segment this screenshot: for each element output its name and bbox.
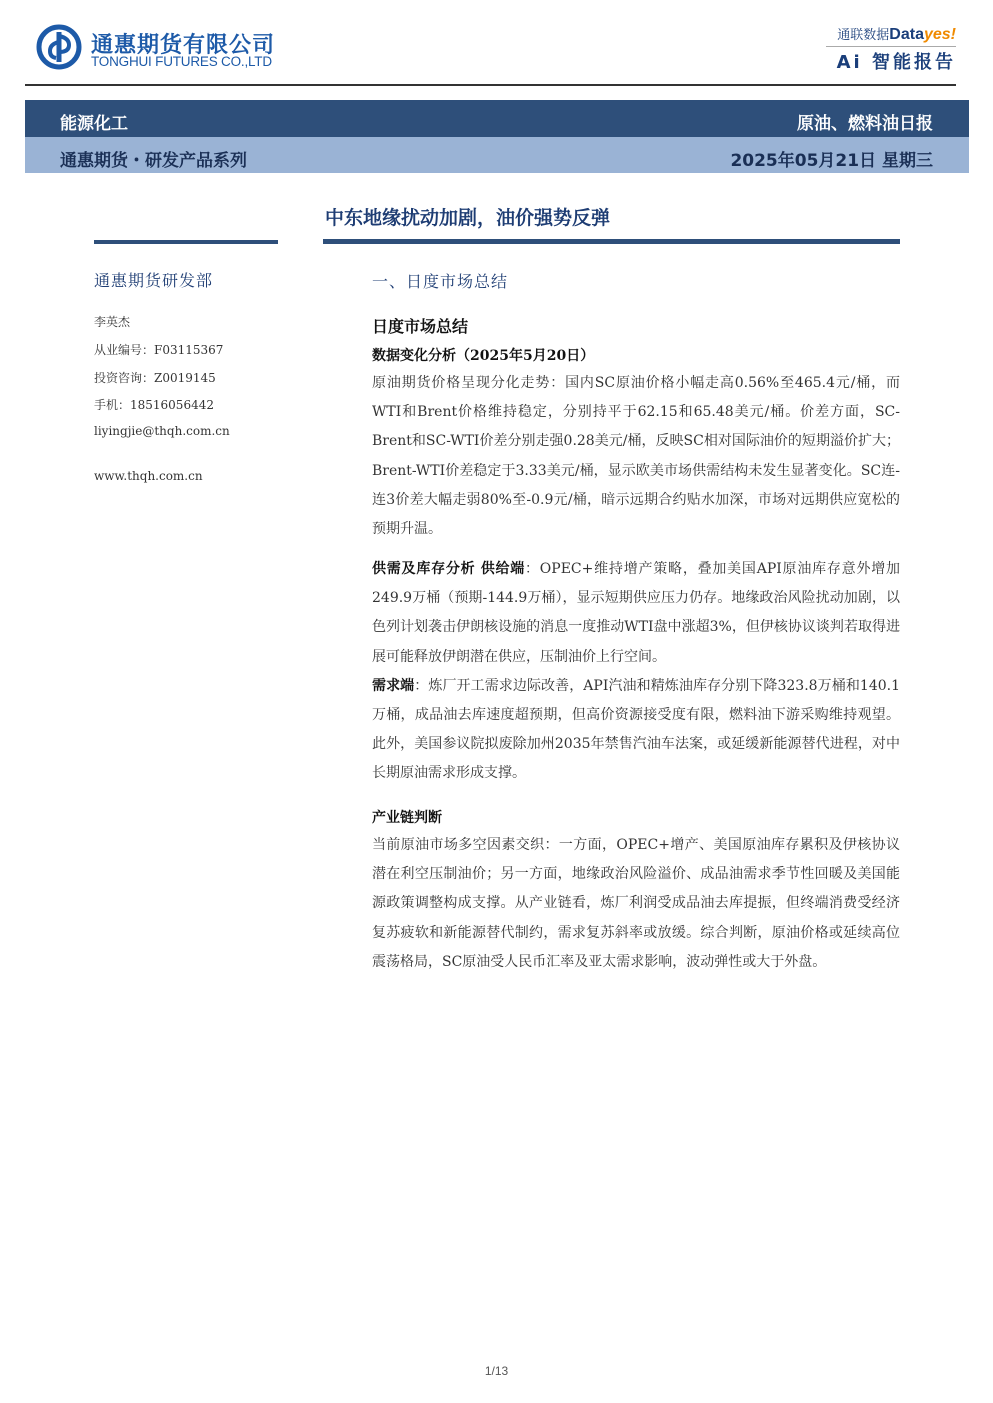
- page-title: 中东地缘扰动加剧，油价强势反弹: [325, 207, 611, 229]
- demand-side-text: ：炼厂开工需求边际改善，API汽油和精炼油库存分别下降323.8万桶和140.1万桶，成品油去库速度超预期，但高价资源接受度有限，燃料油下游采购维持观望。此外，美国参议院拟废除加州2035年禁售汽油车法案，或延缓新能源替代进程，对中长期原油需求形成支撑。: [372, 677, 901, 782]
- logo-divider: [826, 46, 956, 47]
- website-link[interactable]: www.thqh.com.cn: [94, 469, 203, 483]
- analyst-name: 李英杰: [94, 315, 131, 329]
- page-number: 1/13: [484, 1364, 509, 1378]
- supply-side-text: ：OPEC+维持增产策略，叠加美国API原油库存意外增加249.9万桶（预期-144.9万桶），显示短期供应压力仍存。地缘政治风险扰动加剧，以色列计划袭击伊朗核设施的消息一度推动WTI盘中涨超3%，但伊核协议谈判若取得进展可能释放伊朗潜在供应，压制油价上行空间。: [372, 561, 901, 665]
- demand-side-label: 需求端: [372, 677, 415, 694]
- series-label: 通惠期货・研发产品系列: [60, 151, 247, 171]
- header-rule: [25, 84, 956, 86]
- datayes-brand: Data: [889, 26, 924, 43]
- data-change-heading: 数据变化分析（2025年5月20日）: [372, 348, 595, 364]
- advisory-number: 投资咨询：Z0019145: [94, 371, 216, 385]
- license-number: 从业编号：F03115367: [94, 343, 224, 357]
- data-change-paragraph: 原油期货价格呈现分化走势：国内SC原油价格小幅走高0.56%至465.4元/桶，而WTI和Brent价格维持稳定，分别持平于62.15和65.48美元/桶。价差方面，SC-Brent和SC-WTI价差分别走强0.28美元/桶，反映SC相对国际油价的短期溢价扩大；Brent-WTI价差稳定于3.33美元/桶，显示欧美市场供需结构未发生显著变化。SC连-连3价差大幅走弱80%至-0.9元/桶，暗示远期合约贴水加深，市场对远期供应宽松的预期升温。: [372, 375, 900, 538]
- datayes-logo: [837, 24, 956, 44]
- company-logo-icon: [36, 24, 82, 70]
- email-link[interactable]: liyingjie@thqh.com.cn: [94, 424, 230, 438]
- supply-demand-label: 供需及库存分析: [372, 561, 476, 577]
- summary-subtitle: 日度市场总结: [372, 317, 469, 336]
- supply-side-label: 供给端: [480, 561, 526, 577]
- supply-demand-paragraph: [372, 555, 900, 789]
- report-name: 原油、燃料油日报: [797, 114, 933, 134]
- industry-chain-heading: 产业链判断: [372, 810, 442, 826]
- company-name-en: TONGHUI FUTURES CO.,LTD: [91, 54, 272, 69]
- company-name-cn: 通惠期货有限公司: [91, 33, 276, 58]
- report-date: 2025年05月21日 星期三: [730, 151, 933, 171]
- section-title: 一、日度市场总结: [372, 272, 509, 291]
- department-name: 通惠期货研发部: [94, 271, 214, 290]
- datayes-prefix: 通联数据: [837, 28, 890, 43]
- main-rule: [323, 239, 900, 244]
- sector-label: 能源化工: [60, 114, 128, 134]
- datayes-yes: yes!: [923, 26, 956, 43]
- phone-number: 手机：18516056442: [94, 398, 214, 412]
- ai-report-logo: Ai 智能报告: [836, 52, 956, 73]
- industry-chain-paragraph: 当前原油市场多空因素交织：一方面，OPEC+增产、美国原油库存累积及伊核协议潜在利空压制油价；另一方面，地缘政治风险溢价、成品油需求季节性回暖及美国能源政策调整构成支撑。从产业链看，炼厂利润受成品油去库提振，但终端消费受经济复苏疲软和新能源替代制约，需求复苏斜率或放缓。综合判断，原油价格或延续高位震荡格局，SC原油受人民币汇率及亚太需求影响，波动弹性或大于外盘。: [372, 837, 900, 970]
- sidebar-rule: [94, 240, 278, 244]
